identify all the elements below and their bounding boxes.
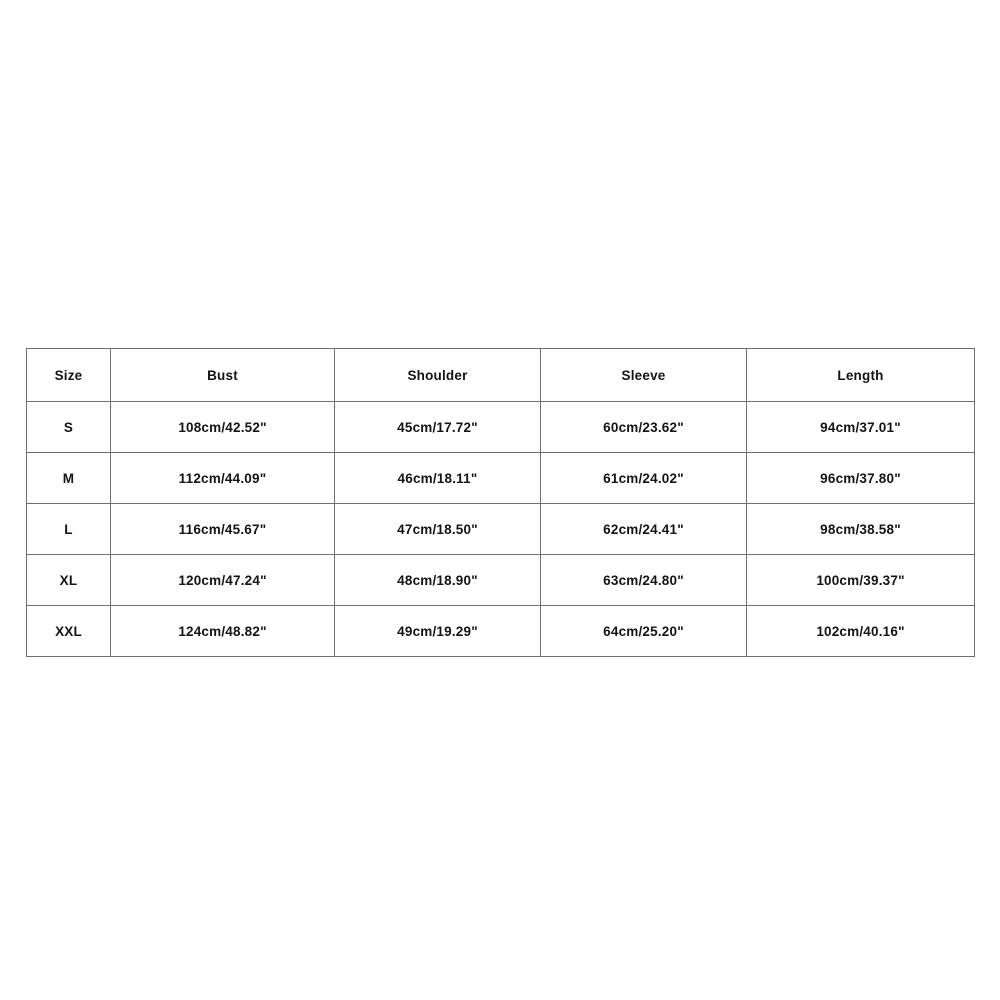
- table-row: [27, 453, 975, 504]
- cell-sleeve: 61cm/24.02": [541, 453, 747, 504]
- table-row: [27, 504, 975, 555]
- cell-length: 96cm/37.80": [747, 453, 975, 504]
- cell-sleeve: 63cm/24.80": [541, 555, 747, 606]
- cell-shoulder: 45cm/17.72": [335, 402, 541, 453]
- cell-size: L: [27, 504, 111, 555]
- cell-size: XL: [27, 555, 111, 606]
- size-chart-container: [26, 348, 974, 657]
- cell-length: 98cm/38.58": [747, 504, 975, 555]
- cell-size: XXL: [27, 606, 111, 657]
- cell-sleeve: 60cm/23.62": [541, 402, 747, 453]
- column-header-sleeve: Sleeve: [541, 349, 747, 402]
- cell-bust: 116cm/45.67": [111, 504, 335, 555]
- cell-shoulder: 49cm/19.29": [335, 606, 541, 657]
- cell-sleeve: 62cm/24.41": [541, 504, 747, 555]
- size-chart-header: [27, 349, 975, 402]
- table-row: [27, 606, 975, 657]
- table-row: [27, 555, 975, 606]
- column-header-bust: Bust: [111, 349, 335, 402]
- cell-bust: 108cm/42.52": [111, 402, 335, 453]
- cell-length: 94cm/37.01": [747, 402, 975, 453]
- cell-shoulder: 46cm/18.11": [335, 453, 541, 504]
- size-chart-table: [26, 348, 975, 657]
- table-header-row: [27, 349, 975, 402]
- column-header-length: Length: [747, 349, 975, 402]
- size-chart-body: [27, 402, 975, 657]
- cell-sleeve: 64cm/25.20": [541, 606, 747, 657]
- table-row: [27, 402, 975, 453]
- cell-shoulder: 48cm/18.90": [335, 555, 541, 606]
- cell-length: 102cm/40.16": [747, 606, 975, 657]
- cell-size: S: [27, 402, 111, 453]
- column-header-size: Size: [27, 349, 111, 402]
- column-header-shoulder: Shoulder: [335, 349, 541, 402]
- cell-shoulder: 47cm/18.50": [335, 504, 541, 555]
- cell-bust: 112cm/44.09": [111, 453, 335, 504]
- cell-bust: 124cm/48.82": [111, 606, 335, 657]
- cell-bust: 120cm/47.24": [111, 555, 335, 606]
- cell-size: M: [27, 453, 111, 504]
- cell-length: 100cm/39.37": [747, 555, 975, 606]
